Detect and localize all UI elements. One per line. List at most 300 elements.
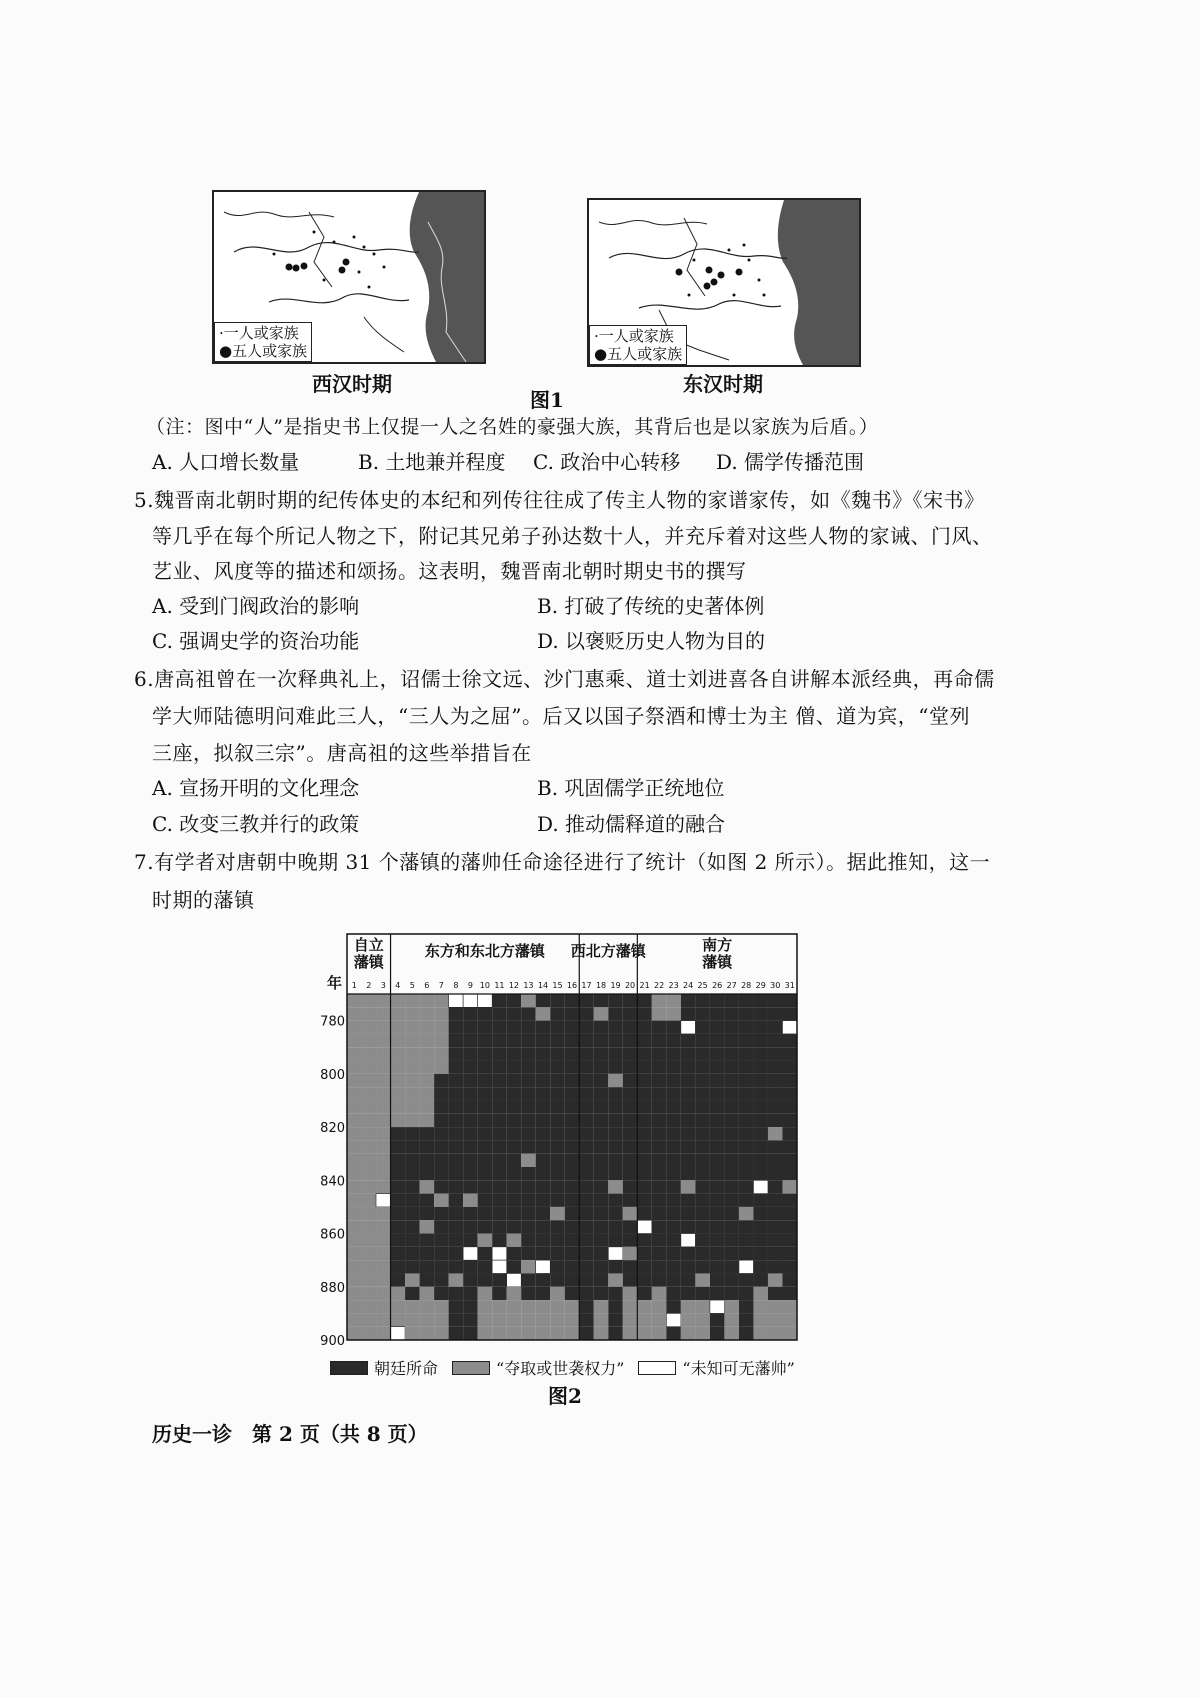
cell-18-870-court	[594, 1260, 609, 1273]
cell-18-850-court	[594, 1207, 609, 1220]
figure2-title: 图2	[548, 1384, 582, 1408]
cell-8-790-court	[449, 1047, 464, 1060]
cell-29-805-court	[753, 1087, 768, 1100]
cell-15-880-seized	[550, 1287, 565, 1300]
y-tick-840: 840	[320, 1174, 345, 1190]
cell-13-870-seized	[521, 1260, 536, 1273]
cell-23-845-court	[666, 1194, 681, 1207]
cell-18-865-court	[594, 1247, 609, 1260]
cell-3-895-seized	[376, 1327, 391, 1340]
cell-19-830-court	[608, 1154, 623, 1167]
cell-30-770-court	[768, 994, 783, 1007]
figure1-note: （注：图中“人”是指史书上仅提一人之名姓的豪强大族，其背后也是以家族为后盾。）	[146, 416, 879, 438]
y-tick-900: 900	[320, 1334, 345, 1349]
cell-12-790-court	[507, 1047, 522, 1060]
q5-option-b[interactable]: B. 打破了传统的史著体例	[537, 594, 765, 618]
cell-1-825-seized	[347, 1140, 362, 1153]
cell-10-775-court	[478, 1007, 493, 1020]
cell-23-880-court	[666, 1287, 681, 1300]
cell-22-830-court	[652, 1154, 667, 1167]
cell-20-850-seized	[623, 1207, 638, 1220]
cell-6-850-court	[420, 1207, 435, 1220]
cell-2-850-seized	[362, 1207, 377, 1220]
cell-15-810-court	[550, 1100, 565, 1113]
cell-17-850-court	[579, 1207, 594, 1220]
cell-9-790-court	[463, 1047, 478, 1060]
cell-9-805-court	[463, 1087, 478, 1100]
cell-5-835-court	[405, 1167, 420, 1180]
column-number-14: 14	[537, 981, 549, 990]
cell-11-785-court	[492, 1034, 507, 1047]
cell-4-880-seized	[391, 1287, 406, 1300]
cell-11-880-court	[492, 1287, 507, 1300]
cell-21-805-court	[637, 1087, 652, 1100]
cell-7-835-court	[434, 1167, 449, 1180]
cell-9-870-court	[463, 1260, 478, 1273]
cell-1-885-seized	[347, 1300, 362, 1313]
cell-30-890-seized	[768, 1313, 783, 1326]
cell-4-895-unknown	[391, 1327, 406, 1340]
cell-23-855-court	[666, 1220, 681, 1233]
cell-3-825-seized	[376, 1140, 391, 1153]
cell-1-880-seized	[347, 1287, 362, 1300]
cell-17-885-court	[579, 1300, 594, 1313]
cell-15-775-court	[550, 1007, 565, 1020]
cell-27-890-seized	[724, 1313, 739, 1326]
cell-31-840-seized	[782, 1180, 797, 1193]
column-number-19: 19	[610, 981, 621, 990]
cell-18-790-court	[594, 1047, 609, 1060]
cell-15-855-court	[550, 1220, 565, 1233]
cell-8-835-court	[449, 1167, 464, 1180]
cell-31-875-court	[782, 1273, 797, 1286]
cell-22-880-seized	[652, 1287, 667, 1300]
cell-25-785-court	[695, 1034, 710, 1047]
cell-16-780-court	[565, 1021, 580, 1034]
q7-line-1: 7.有学者对唐朝中晚期 31 个藩镇的藩帅任命途径进行了统计（如图 2 所示）。据此推知，这一	[134, 850, 991, 874]
cell-15-870-court	[550, 1260, 565, 1273]
cell-1-865-seized	[347, 1247, 362, 1260]
cell-3-890-seized	[376, 1313, 391, 1326]
cell-5-830-court	[405, 1154, 420, 1167]
column-number-23: 23	[668, 981, 679, 990]
cell-14-810-court	[536, 1100, 551, 1113]
cell-29-870-court	[753, 1260, 768, 1273]
cell-6-880-seized	[420, 1287, 435, 1300]
cell-23-860-court	[666, 1234, 681, 1247]
q4-option-b[interactable]: B. 土地兼并程度	[358, 450, 506, 474]
cell-29-865-court	[753, 1247, 768, 1260]
map-eastern-han-legend	[589, 325, 687, 365]
cell-1-770-seized	[347, 994, 362, 1007]
cell-19-790-court	[608, 1047, 623, 1060]
cell-28-810-court	[739, 1100, 754, 1113]
q4-option-d[interactable]: D. 儒学传播范围	[716, 450, 865, 474]
cell-22-805-court	[652, 1087, 667, 1100]
column-number-21: 21	[639, 981, 650, 990]
cell-19-835-court	[608, 1167, 623, 1180]
legend-label-unknown: “未知可无藩帅”	[682, 1359, 795, 1378]
cell-15-845-court	[550, 1194, 565, 1207]
cell-22-855-court	[652, 1220, 667, 1233]
cell-1-870-seized	[347, 1260, 362, 1273]
cell-8-785-court	[449, 1034, 464, 1047]
cell-31-800-court	[782, 1074, 797, 1087]
cell-11-895-seized	[492, 1327, 507, 1340]
cell-16-845-court	[565, 1194, 580, 1207]
cell-12-825-court	[507, 1140, 522, 1153]
group-label-2: 西北方藩镇	[570, 942, 646, 960]
cell-16-855-court	[565, 1220, 580, 1233]
cell-23-850-court	[666, 1207, 681, 1220]
cell-6-825-court	[420, 1140, 435, 1153]
cell-13-785-court	[521, 1034, 536, 1047]
cell-18-805-court	[594, 1087, 609, 1100]
cell-2-775-seized	[362, 1007, 377, 1020]
cell-9-775-court	[463, 1007, 478, 1020]
cell-14-875-court	[536, 1273, 551, 1286]
cell-7-850-court	[434, 1207, 449, 1220]
cell-14-800-court	[536, 1074, 551, 1087]
cell-19-810-court	[608, 1100, 623, 1113]
q6-option-b[interactable]: B. 巩固儒学正统地位	[537, 776, 725, 800]
cell-19-885-court	[608, 1300, 623, 1313]
cell-12-785-court	[507, 1034, 522, 1047]
cell-28-780-court	[739, 1021, 754, 1034]
cell-4-865-court	[391, 1247, 406, 1260]
cell-1-810-seized	[347, 1100, 362, 1113]
q4-option-c[interactable]: C. 政治中心转移	[533, 450, 681, 474]
cell-7-830-court	[434, 1154, 449, 1167]
cell-7-770-seized	[434, 994, 449, 1007]
cell-26-805-court	[710, 1087, 725, 1100]
cell-12-770-court	[507, 994, 522, 1007]
cell-8-870-court	[449, 1260, 464, 1273]
cell-22-815-court	[652, 1114, 667, 1127]
cell-28-870-unknown	[739, 1260, 754, 1273]
cell-24-880-court	[681, 1287, 696, 1300]
cell-30-880-court	[768, 1287, 783, 1300]
cell-19-890-court	[608, 1313, 623, 1326]
cell-30-785-court	[768, 1034, 783, 1047]
cell-21-770-court	[637, 994, 652, 1007]
cell-16-865-court	[565, 1247, 580, 1260]
cell-15-850-seized	[550, 1207, 565, 1220]
cell-5-840-court	[405, 1180, 420, 1193]
cell-23-780-court	[666, 1021, 681, 1034]
cell-14-895-seized	[536, 1327, 551, 1340]
cell-8-855-court	[449, 1220, 464, 1233]
cell-17-880-court	[579, 1287, 594, 1300]
cell-8-880-court	[449, 1287, 464, 1300]
cell-28-770-court	[739, 994, 754, 1007]
cell-17-830-court	[579, 1154, 594, 1167]
cell-29-785-court	[753, 1034, 768, 1047]
cell-9-865-unknown	[463, 1247, 478, 1260]
cell-17-790-court	[579, 1047, 594, 1060]
cell-4-775-seized	[391, 1007, 406, 1020]
cell-3-850-seized	[376, 1207, 391, 1220]
q5-option-a[interactable]: A. 受到门阀政治的影响	[152, 594, 360, 618]
cell-6-820-court	[420, 1127, 435, 1140]
cell-2-875-seized	[362, 1273, 377, 1286]
cell-22-875-court	[652, 1273, 667, 1286]
cell-24-870-court	[681, 1260, 696, 1273]
cell-30-825-court	[768, 1140, 783, 1153]
cell-2-880-seized	[362, 1287, 377, 1300]
cell-16-875-court	[565, 1273, 580, 1286]
cell-15-780-court	[550, 1021, 565, 1034]
cell-23-790-court	[666, 1047, 681, 1060]
cell-4-820-court	[391, 1127, 406, 1140]
cell-26-820-court	[710, 1127, 725, 1140]
q4-option-a[interactable]: A. 人口增长数量	[152, 450, 300, 474]
cell-24-840-seized	[681, 1180, 696, 1193]
q6-option-d[interactable]: D. 推动儒释道的融合	[537, 812, 726, 836]
cell-12-795-court	[507, 1061, 522, 1074]
page-footer: 历史一诊 第 2 页（共 8 页）	[152, 1422, 428, 1446]
cell-29-800-court	[753, 1074, 768, 1087]
cell-7-780-seized	[434, 1021, 449, 1034]
cell-23-875-court	[666, 1273, 681, 1286]
cell-18-880-court	[594, 1287, 609, 1300]
cell-31-805-court	[782, 1087, 797, 1100]
q6-option-c[interactable]: C. 改变三教并行的政策	[152, 812, 360, 836]
cell-20-775-court	[623, 1007, 638, 1020]
cell-30-885-seized	[768, 1300, 783, 1313]
cell-5-810-seized	[405, 1100, 420, 1113]
cell-18-895-seized	[594, 1327, 609, 1340]
cell-12-780-court	[507, 1021, 522, 1034]
cell-24-850-court	[681, 1207, 696, 1220]
cell-12-875-unknown	[507, 1273, 522, 1286]
cell-11-790-court	[492, 1047, 507, 1060]
cell-24-780-unknown	[681, 1021, 696, 1034]
cell-11-890-seized	[492, 1313, 507, 1326]
cell-22-835-court	[652, 1167, 667, 1180]
cell-3-855-seized	[376, 1220, 391, 1233]
cell-25-860-court	[695, 1234, 710, 1247]
legend-swatch-court	[330, 1361, 368, 1375]
cell-3-840-seized	[376, 1180, 391, 1193]
cell-27-790-court	[724, 1047, 739, 1060]
cell-30-840-court	[768, 1180, 783, 1193]
cell-10-795-court	[478, 1061, 493, 1074]
cell-20-805-court	[623, 1087, 638, 1100]
cell-12-810-court	[507, 1100, 522, 1113]
cell-26-795-court	[710, 1061, 725, 1074]
cell-28-830-court	[739, 1154, 754, 1167]
q5-line-1: 5.魏晋南北朝时期的纪传体史的本纪和列传往往成了传主人物的家谱家传，如《魏书》《宋书》	[134, 488, 985, 512]
cell-18-800-court	[594, 1074, 609, 1087]
cell-3-775-seized	[376, 1007, 391, 1020]
cell-12-880-seized	[507, 1287, 522, 1300]
cell-20-880-seized	[623, 1287, 638, 1300]
cell-13-895-seized	[521, 1327, 536, 1340]
cell-15-895-seized	[550, 1327, 565, 1340]
cell-11-820-court	[492, 1127, 507, 1140]
cell-15-785-court	[550, 1034, 565, 1047]
cell-29-835-court	[753, 1167, 768, 1180]
cell-18-835-court	[594, 1167, 609, 1180]
cell-10-865-court	[478, 1247, 493, 1260]
q5-option-c[interactable]: C. 强调史学的资治功能	[152, 629, 360, 653]
cell-9-875-court	[463, 1273, 478, 1286]
cell-25-775-court	[695, 1007, 710, 1020]
cell-10-830-court	[478, 1154, 493, 1167]
cell-15-795-court	[550, 1061, 565, 1074]
cell-1-830-seized	[347, 1154, 362, 1167]
cell-11-860-court	[492, 1234, 507, 1247]
cell-17-805-court	[579, 1087, 594, 1100]
cell-27-780-court	[724, 1021, 739, 1034]
cell-9-845-seized	[463, 1194, 478, 1207]
cell-13-860-court	[521, 1234, 536, 1247]
cell-5-795-seized	[405, 1061, 420, 1074]
cell-29-775-court	[753, 1007, 768, 1020]
cell-2-890-seized	[362, 1313, 377, 1326]
cell-11-805-court	[492, 1087, 507, 1100]
cell-19-875-seized	[608, 1273, 623, 1286]
cell-26-775-court	[710, 1007, 725, 1020]
cell-13-805-court	[521, 1087, 536, 1100]
cell-4-805-seized	[391, 1087, 406, 1100]
q5-option-d[interactable]: D. 以褒贬历史人物为目的	[537, 629, 766, 653]
cell-12-840-court	[507, 1180, 522, 1193]
cell-10-880-seized	[478, 1287, 493, 1300]
map-western-han	[212, 190, 486, 364]
cell-28-785-court	[739, 1034, 754, 1047]
cell-3-870-seized	[376, 1260, 391, 1273]
cell-23-835-court	[666, 1167, 681, 1180]
map-eastern-han	[587, 198, 861, 367]
cell-6-795-seized	[420, 1061, 435, 1074]
cell-5-850-court	[405, 1207, 420, 1220]
cell-19-800-seized	[608, 1074, 623, 1087]
cell-7-790-seized	[434, 1047, 449, 1060]
cell-17-855-court	[579, 1220, 594, 1233]
cell-20-795-court	[623, 1061, 638, 1074]
cell-8-875-seized	[449, 1273, 464, 1286]
q6-option-a[interactable]: A. 宣扬开明的文化理念	[152, 776, 360, 800]
cell-11-815-court	[492, 1114, 507, 1127]
cell-3-800-seized	[376, 1074, 391, 1087]
cell-30-810-court	[768, 1100, 783, 1113]
cell-27-850-court	[724, 1207, 739, 1220]
cell-8-820-court	[449, 1127, 464, 1140]
cell-26-840-court	[710, 1180, 725, 1193]
cell-25-780-court	[695, 1021, 710, 1034]
cell-8-830-court	[449, 1154, 464, 1167]
cell-8-825-court	[449, 1140, 464, 1153]
cell-24-885-seized	[681, 1300, 696, 1313]
cell-28-795-court	[739, 1061, 754, 1074]
cell-7-805-court	[434, 1087, 449, 1100]
cell-25-845-court	[695, 1194, 710, 1207]
cell-6-785-seized	[420, 1034, 435, 1047]
cell-4-815-seized	[391, 1114, 406, 1127]
cell-20-820-court	[623, 1127, 638, 1140]
cell-22-850-court	[652, 1207, 667, 1220]
cell-10-850-court	[478, 1207, 493, 1220]
cell-25-825-court	[695, 1140, 710, 1153]
cell-14-865-court	[536, 1247, 551, 1260]
cell-4-810-seized	[391, 1100, 406, 1113]
cell-29-895-seized	[753, 1327, 768, 1340]
cell-21-810-court	[637, 1100, 652, 1113]
cell-25-800-court	[695, 1074, 710, 1087]
cell-27-840-court	[724, 1180, 739, 1193]
cell-9-785-court	[463, 1034, 478, 1047]
cell-3-835-seized	[376, 1167, 391, 1180]
cell-31-810-court	[782, 1100, 797, 1113]
cell-19-770-court	[608, 994, 623, 1007]
cell-27-860-court	[724, 1234, 739, 1247]
cell-21-785-court	[637, 1034, 652, 1047]
cell-30-835-court	[768, 1167, 783, 1180]
cell-11-840-court	[492, 1180, 507, 1193]
cell-9-885-court	[463, 1300, 478, 1313]
small-dot-icon: ·	[219, 324, 224, 342]
cell-29-795-court	[753, 1061, 768, 1074]
cell-20-870-court	[623, 1260, 638, 1273]
cell-5-820-court	[405, 1127, 420, 1140]
cell-25-855-court	[695, 1220, 710, 1233]
cell-18-815-court	[594, 1114, 609, 1127]
cell-29-885-seized	[753, 1300, 768, 1313]
cell-4-870-court	[391, 1260, 406, 1273]
cell-24-835-court	[681, 1167, 696, 1180]
cell-29-820-court	[753, 1127, 768, 1140]
cell-6-830-court	[420, 1154, 435, 1167]
cell-8-890-court	[449, 1313, 464, 1326]
y-axis-label: 年	[327, 974, 343, 992]
cell-12-870-court	[507, 1260, 522, 1273]
cell-6-870-court	[420, 1260, 435, 1273]
cell-31-835-court	[782, 1167, 797, 1180]
cell-8-860-court	[449, 1234, 464, 1247]
cell-8-865-court	[449, 1247, 464, 1260]
cell-3-795-seized	[376, 1061, 391, 1074]
cell-27-830-court	[724, 1154, 739, 1167]
cell-11-800-court	[492, 1074, 507, 1087]
cell-4-785-seized	[391, 1034, 406, 1047]
cell-21-890-seized	[637, 1313, 652, 1326]
cell-3-830-seized	[376, 1154, 391, 1167]
cell-21-865-court	[637, 1247, 652, 1260]
cell-27-820-court	[724, 1127, 739, 1140]
cell-19-840-seized	[608, 1180, 623, 1193]
cell-25-865-court	[695, 1247, 710, 1260]
cell-4-855-court	[391, 1220, 406, 1233]
cell-18-845-court	[594, 1194, 609, 1207]
cell-13-835-court	[521, 1167, 536, 1180]
cell-6-770-seized	[420, 994, 435, 1007]
cell-28-775-court	[739, 1007, 754, 1020]
cell-9-835-court	[463, 1167, 478, 1180]
cell-15-865-court	[550, 1247, 565, 1260]
cell-10-845-court	[478, 1194, 493, 1207]
cell-19-850-court	[608, 1207, 623, 1220]
cell-19-880-court	[608, 1287, 623, 1300]
cell-22-810-court	[652, 1100, 667, 1113]
cell-6-840-seized	[420, 1180, 435, 1193]
cell-26-895-court	[710, 1327, 725, 1340]
cell-28-815-court	[739, 1114, 754, 1127]
cell-25-870-court	[695, 1260, 710, 1273]
cell-24-815-court	[681, 1114, 696, 1127]
cell-26-860-court	[710, 1234, 725, 1247]
